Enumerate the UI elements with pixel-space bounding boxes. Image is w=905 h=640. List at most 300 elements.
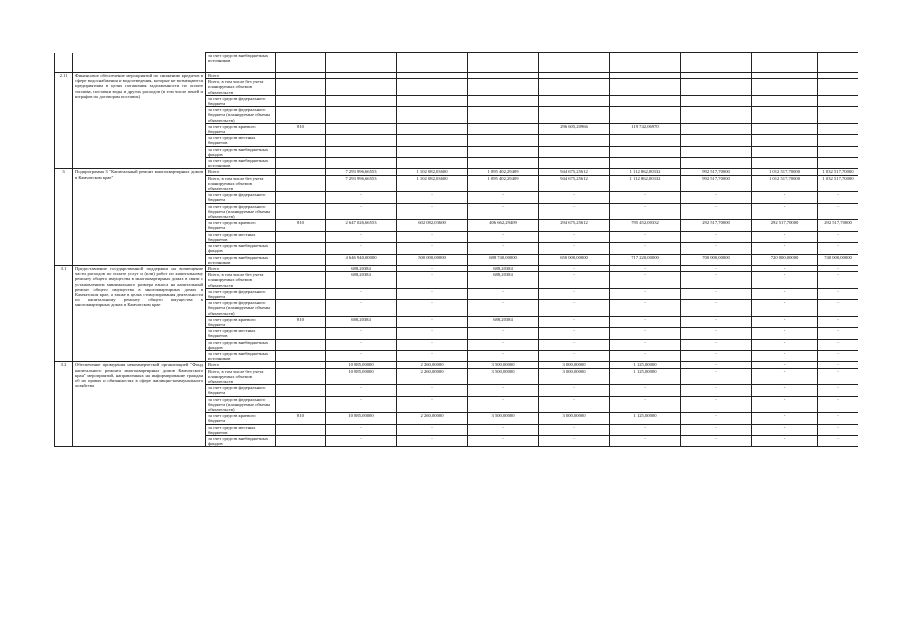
value-cell: -	[610, 300, 681, 317]
row-number-cell: 2.11	[55, 73, 73, 169]
budget-code-cell	[276, 175, 326, 192]
funding-source-label: за счет средств местных бюджетов	[206, 231, 276, 242]
value-cell: -	[468, 243, 539, 254]
value-cell	[610, 53, 681, 73]
value-cell: -	[818, 288, 859, 299]
funding-source-label: Всего, в том числе без учета планируемых объемов обязательств	[206, 175, 276, 192]
value-cell	[397, 135, 468, 146]
value-cell: 1 095 402,29409	[468, 175, 539, 192]
value-cell	[326, 123, 397, 134]
value-cell: -	[397, 396, 468, 413]
value-cell	[326, 158, 397, 169]
value-cell	[681, 158, 752, 169]
budget-code-cell	[276, 203, 326, 220]
value-cell: 3 000,00000	[539, 362, 610, 368]
funding-source-label: Всего, в том числе без учета планируемых объемов обязательств	[206, 368, 276, 385]
funding-source-label: за счет средств краевого бюджета	[206, 413, 276, 424]
table-row	[55, 53, 859, 73]
value-cell: -	[610, 231, 681, 242]
value-cell: -	[752, 396, 818, 413]
value-cell: -	[468, 350, 539, 361]
value-cell: -	[752, 265, 818, 271]
value-cell: -	[539, 288, 610, 299]
value-cell: -	[326, 231, 397, 242]
value-cell: -	[397, 300, 468, 317]
funding-source-label: за счет средств внебюджетных источников	[206, 158, 276, 169]
value-cell: -	[681, 362, 752, 368]
funding-source-label: Всего, в том числе без учета планируемых объемов обязательств	[206, 272, 276, 289]
value-cell	[468, 95, 539, 106]
value-cell: -	[539, 231, 610, 242]
value-cell	[539, 107, 610, 124]
budget-code-cell	[276, 254, 326, 265]
value-cell: -	[326, 436, 397, 447]
description-cell: Предоставление государственной поддержки на возмещение части расходов по оплате услуг и (или) работ по капитальному ремонту общего имущества в многоквартирных домах в связи с установлением минимального размера взноса на капитальный ремонт общего имущества в многоквартирных домах в Камчатском крае, а также в целях стимулирования деятельности по капитальному ремонту общего имущества в многоквартирных домах в Камчатском крае	[73, 265, 206, 361]
value-cell: -	[818, 231, 859, 242]
value-cell: 688,20384	[468, 316, 539, 327]
value-cell	[610, 79, 681, 96]
funding-source-label: за счет средств местных бюджетов	[206, 135, 276, 146]
value-cell: 1 095 402,29409	[468, 169, 539, 175]
value-cell: -	[326, 192, 397, 203]
value-cell: -	[610, 339, 681, 350]
budget-code-cell	[276, 368, 326, 385]
value-cell: -	[397, 203, 468, 220]
funding-source-label: за счет средств федерального бюджета (планируемые объемы обязательств)	[206, 203, 276, 220]
value-cell: 992 517,70000	[681, 175, 752, 192]
value-cell: -	[818, 265, 859, 271]
budget-code-cell	[276, 300, 326, 317]
value-cell: 688,20384	[326, 265, 397, 271]
value-cell	[468, 123, 539, 134]
value-cell: -	[681, 192, 752, 203]
value-cell: -	[681, 424, 752, 435]
value-cell	[681, 53, 752, 73]
value-cell	[752, 135, 818, 146]
budget-table-sheet	[54, 52, 858, 598]
value-cell	[397, 146, 468, 157]
value-cell: -	[681, 203, 752, 220]
value-cell	[468, 135, 539, 146]
value-cell: -	[818, 396, 859, 413]
value-cell: -	[326, 350, 397, 361]
value-cell: -	[539, 272, 610, 289]
value-cell: -	[326, 328, 397, 339]
row-number-cell: 3.1	[55, 265, 73, 361]
funding-source-label: за счет средств краевого бюджета	[206, 220, 276, 231]
value-cell: 944 675,25612	[539, 175, 610, 192]
value-cell: -	[752, 300, 818, 317]
value-cell	[326, 107, 397, 124]
value-cell	[468, 79, 539, 96]
value-cell	[539, 146, 610, 157]
value-cell: 1 012 517,70000	[752, 175, 818, 192]
budget-code-cell	[276, 158, 326, 169]
value-cell	[397, 107, 468, 124]
value-cell: -	[539, 328, 610, 339]
value-cell: -	[681, 385, 752, 396]
value-cell: 10 885,00000	[326, 413, 397, 424]
value-cell: -	[539, 385, 610, 396]
value-cell: -	[539, 436, 610, 447]
budget-code-cell	[276, 192, 326, 203]
value-cell: -	[539, 350, 610, 361]
value-cell: -	[752, 368, 818, 385]
value-cell: -	[818, 350, 859, 361]
funding-source-label: за счет средств федерального бюджета	[206, 95, 276, 106]
value-cell	[681, 95, 752, 106]
value-cell: 602 082,03600	[397, 220, 468, 231]
value-cell: -	[681, 368, 752, 385]
value-cell: -	[610, 436, 681, 447]
funding-source-label: за счет средств краевого бюджета	[206, 316, 276, 327]
value-cell: -	[752, 350, 818, 361]
value-cell	[818, 123, 859, 134]
value-cell	[276, 53, 326, 73]
value-cell	[610, 146, 681, 157]
value-cell: -	[752, 243, 818, 254]
funding-source-label: за счет средств внебюджетных фондов	[206, 436, 276, 447]
value-cell: 1 012 517,70000	[752, 169, 818, 175]
value-cell: -	[818, 362, 859, 368]
funding-source-label: Всего	[206, 73, 276, 79]
value-cell: -	[539, 396, 610, 413]
value-cell	[752, 158, 818, 169]
value-cell: -	[610, 350, 681, 361]
value-cell: 294 675,25612	[539, 220, 610, 231]
value-cell	[326, 53, 397, 73]
value-cell	[818, 135, 859, 146]
budget-code-cell: 810	[276, 123, 326, 134]
value-cell	[681, 107, 752, 124]
value-cell	[681, 123, 752, 134]
budget-code-cell	[276, 79, 326, 96]
value-cell	[752, 79, 818, 96]
value-cell: 717 220,00000	[610, 254, 681, 265]
value-cell	[539, 79, 610, 96]
value-cell: -	[610, 396, 681, 413]
value-cell: -	[610, 265, 681, 271]
value-cell: -	[818, 316, 859, 327]
value-cell: -	[818, 243, 859, 254]
funding-source-label: Всего, в том числе без учета планируемых объемов обязательств	[206, 79, 276, 96]
value-cell	[752, 123, 818, 134]
budget-code-cell	[276, 135, 326, 146]
value-cell: -	[326, 424, 397, 435]
value-cell: -	[326, 396, 397, 413]
value-cell: -	[397, 328, 468, 339]
value-cell: -	[610, 385, 681, 396]
funding-source-label: за счет средств местных бюджетов	[206, 424, 276, 435]
value-cell: 2 260,00000	[397, 362, 468, 368]
value-cell	[752, 146, 818, 157]
value-cell: -	[818, 272, 859, 289]
budget-code-cell	[276, 107, 326, 124]
value-cell: -	[468, 424, 539, 435]
value-cell: -	[610, 288, 681, 299]
value-cell	[681, 135, 752, 146]
funding-source-label: Всего	[206, 362, 276, 368]
value-cell: -	[610, 316, 681, 327]
value-cell: 650 000,00000	[539, 254, 610, 265]
value-cell: -	[818, 300, 859, 317]
value-cell	[818, 158, 859, 169]
value-cell: -	[397, 316, 468, 327]
budget-code-cell	[276, 350, 326, 361]
value-cell: -	[752, 328, 818, 339]
budget-code-cell	[276, 243, 326, 254]
budget-code-cell	[276, 146, 326, 157]
value-cell: -	[818, 385, 859, 396]
value-cell	[818, 95, 859, 106]
value-cell: -	[818, 203, 859, 220]
value-cell: -	[397, 288, 468, 299]
value-cell: -	[468, 328, 539, 339]
value-cell	[681, 146, 752, 157]
value-cell: -	[752, 316, 818, 327]
value-cell: 10 885,00000	[326, 368, 397, 385]
value-cell: -	[326, 339, 397, 350]
value-cell: -	[818, 339, 859, 350]
value-cell: 2 260,00000	[397, 413, 468, 424]
value-cell: 1 102 082,03600	[397, 175, 468, 192]
value-cell	[752, 95, 818, 106]
value-cell: 1 125,00000	[610, 368, 681, 385]
value-cell: 7 293 996,66553	[326, 169, 397, 175]
value-cell	[752, 107, 818, 124]
funding-source-label: за счет средств внебюджетных источников	[206, 254, 276, 265]
funding-source-label: за счет средств федерального бюджета (планируемые объемы обязательств)	[206, 300, 276, 317]
value-cell: -	[681, 265, 752, 271]
funding-source-label: Всего	[206, 169, 276, 175]
value-cell: -	[610, 203, 681, 220]
value-cell: 500 000,00000	[397, 254, 468, 265]
value-cell	[539, 53, 610, 73]
budget-code-cell	[276, 231, 326, 242]
value-cell: 3 500,00000	[468, 362, 539, 368]
value-cell: -	[752, 385, 818, 396]
value-cell: -	[539, 203, 610, 220]
description-cell: Подпрограмма 3 "Капитальный ремонт многоквартирных домов в Камчатском крае"	[73, 169, 206, 265]
funding-source-label: за счет средств внебюджетных источников	[206, 53, 276, 73]
value-cell	[610, 107, 681, 124]
funding-source-label: за счет средств местных бюджетов	[206, 328, 276, 339]
value-cell	[468, 53, 539, 73]
value-cell	[397, 158, 468, 169]
value-cell: -	[539, 243, 610, 254]
value-cell: -	[397, 231, 468, 242]
value-cell: -	[539, 300, 610, 317]
value-cell: 795 452,00332	[610, 220, 681, 231]
value-cell: -	[539, 192, 610, 203]
value-cell: -	[681, 339, 752, 350]
value-cell: -	[610, 243, 681, 254]
funding-source-label: за счет средств внебюджетных фондов	[206, 243, 276, 254]
value-cell: 1 125,00000	[610, 413, 681, 424]
value-cell	[818, 53, 859, 73]
value-cell: -	[539, 316, 610, 327]
value-cell: 688,20384	[326, 272, 397, 289]
value-cell: 296 605,20966	[539, 123, 610, 134]
value-cell: 292 517,70000	[752, 220, 818, 231]
funding-source-label: за счет средств федерального бюджета	[206, 385, 276, 396]
value-cell	[468, 107, 539, 124]
value-cell: -	[752, 203, 818, 220]
value-cell: -	[752, 288, 818, 299]
value-cell: -	[818, 413, 859, 424]
value-cell: 2 647 026,66553	[326, 220, 397, 231]
value-cell: -	[681, 396, 752, 413]
value-cell: -	[326, 288, 397, 299]
value-cell	[681, 79, 752, 96]
description-cell: Финансовое обеспечение мероприятий по снижению кредитов в сфере водоснабжения и водоотведения, которые не возмещаются предприятиям в целях погашения задолженности по оплате топлива, поставки воды и других расходов (в том числе пеней и штрафов по договорам поставок)	[73, 73, 206, 169]
value-cell: -	[326, 243, 397, 254]
value-cell	[818, 79, 859, 96]
value-cell	[610, 135, 681, 146]
value-cell: -	[397, 243, 468, 254]
value-cell: 944 675,25612	[539, 169, 610, 175]
value-cell: 3 500,00000	[468, 413, 539, 424]
value-cell: -	[752, 436, 818, 447]
value-cell	[610, 95, 681, 106]
funding-source-label: за счет средств федерального бюджета (планируемые объемы обязательств)	[206, 107, 276, 124]
value-cell: -	[681, 288, 752, 299]
value-cell	[818, 107, 859, 124]
funding-source-label: за счет средств федерального бюджета	[206, 288, 276, 299]
funding-source-label: за счет средств внебюджетных фондов	[206, 146, 276, 157]
value-cell: 3 000,00000	[539, 413, 610, 424]
budget-code-cell	[276, 328, 326, 339]
value-cell: 1 032 517,70000	[818, 175, 859, 192]
value-cell: 688,20384	[468, 272, 539, 289]
value-cell: -	[681, 350, 752, 361]
value-cell: -	[610, 272, 681, 289]
value-cell: -	[610, 424, 681, 435]
description-cell	[73, 53, 206, 73]
value-cell: 1 032 517,70000	[818, 169, 859, 175]
value-cell: 740 000,00000	[818, 254, 859, 265]
value-cell: 688,20384	[326, 316, 397, 327]
value-cell: 10 885,00000	[326, 362, 397, 368]
value-cell	[397, 123, 468, 134]
value-cell: -	[326, 203, 397, 220]
budget-code-cell	[276, 385, 326, 396]
value-cell: -	[752, 339, 818, 350]
value-cell: 2 260,00000	[397, 368, 468, 385]
budget-code-cell	[276, 424, 326, 435]
value-cell: -	[326, 300, 397, 317]
value-cell	[326, 146, 397, 157]
value-cell	[326, 95, 397, 106]
value-cell	[752, 53, 818, 73]
value-cell: -	[752, 272, 818, 289]
value-cell: -	[397, 265, 468, 271]
budget-table	[54, 52, 858, 447]
value-cell: 1 112 862,00332	[610, 169, 681, 175]
value-cell: -	[468, 203, 539, 220]
value-cell: -	[610, 192, 681, 203]
funding-source-label: за счет средств краевого бюджета	[206, 123, 276, 134]
value-cell: 1 125,00000	[610, 362, 681, 368]
value-cell: -	[818, 368, 859, 385]
value-cell: -	[397, 272, 468, 289]
funding-source-label: за счет средств внебюджетных источников	[206, 350, 276, 361]
value-cell: -	[397, 385, 468, 396]
value-cell: -	[818, 328, 859, 339]
budget-code-cell	[276, 339, 326, 350]
value-cell: -	[468, 385, 539, 396]
value-cell	[397, 79, 468, 96]
value-cell: -	[468, 231, 539, 242]
value-cell: -	[539, 424, 610, 435]
value-cell: 1 102 082,03600	[397, 169, 468, 175]
value-cell: -	[681, 413, 752, 424]
value-cell: -	[681, 243, 752, 254]
value-cell: 119 742,06970	[610, 123, 681, 134]
value-cell: -	[326, 385, 397, 396]
budget-code-cell	[276, 272, 326, 289]
value-cell	[539, 135, 610, 146]
funding-source-label: за счет средств федерального бюджета	[206, 192, 276, 203]
value-cell: -	[681, 328, 752, 339]
funding-source-label: Всего	[206, 265, 276, 271]
value-cell: -	[752, 362, 818, 368]
row-number-cell: 3	[55, 169, 73, 265]
budget-code-cell	[276, 436, 326, 447]
value-cell: -	[468, 288, 539, 299]
value-cell: 3 500,00000	[468, 368, 539, 385]
budget-code-cell	[276, 95, 326, 106]
value-cell: -	[818, 424, 859, 435]
value-cell: -	[681, 316, 752, 327]
funding-source-label: за счет средств внебюджетных фондов	[206, 339, 276, 350]
value-cell: 720 000,00000	[752, 254, 818, 265]
value-cell	[397, 53, 468, 73]
value-cell: -	[681, 300, 752, 317]
value-cell	[818, 146, 859, 157]
value-cell: -	[539, 265, 610, 271]
row-number-cell: 3.2	[55, 362, 73, 447]
value-cell: -	[681, 272, 752, 289]
value-cell: -	[397, 192, 468, 203]
value-cell: -	[681, 436, 752, 447]
value-cell: -	[818, 192, 859, 203]
value-cell	[539, 158, 610, 169]
value-cell: 4 646 940,00000	[326, 254, 397, 265]
value-cell: -	[752, 192, 818, 203]
value-cell: -	[681, 231, 752, 242]
value-cell: 7 293 996,66553	[326, 175, 397, 192]
budget-code-cell: 810	[276, 413, 326, 424]
budget-code-cell	[276, 288, 326, 299]
budget-code-cell: 810	[276, 316, 326, 327]
value-cell: 1 112 862,00332	[610, 175, 681, 192]
value-cell	[326, 135, 397, 146]
value-cell: 700 000,00000	[681, 254, 752, 265]
value-cell: 406 662,29409	[468, 220, 539, 231]
value-cell: -	[397, 339, 468, 350]
value-cell: -	[397, 424, 468, 435]
value-cell: 688,20384	[468, 265, 539, 271]
budget-code-cell: 810	[276, 220, 326, 231]
value-cell: -	[752, 231, 818, 242]
value-cell: -	[610, 328, 681, 339]
budget-code-cell	[276, 396, 326, 413]
value-cell	[326, 79, 397, 96]
value-cell	[397, 95, 468, 106]
value-cell: 992 517,70000	[681, 169, 752, 175]
value-cell: -	[752, 413, 818, 424]
